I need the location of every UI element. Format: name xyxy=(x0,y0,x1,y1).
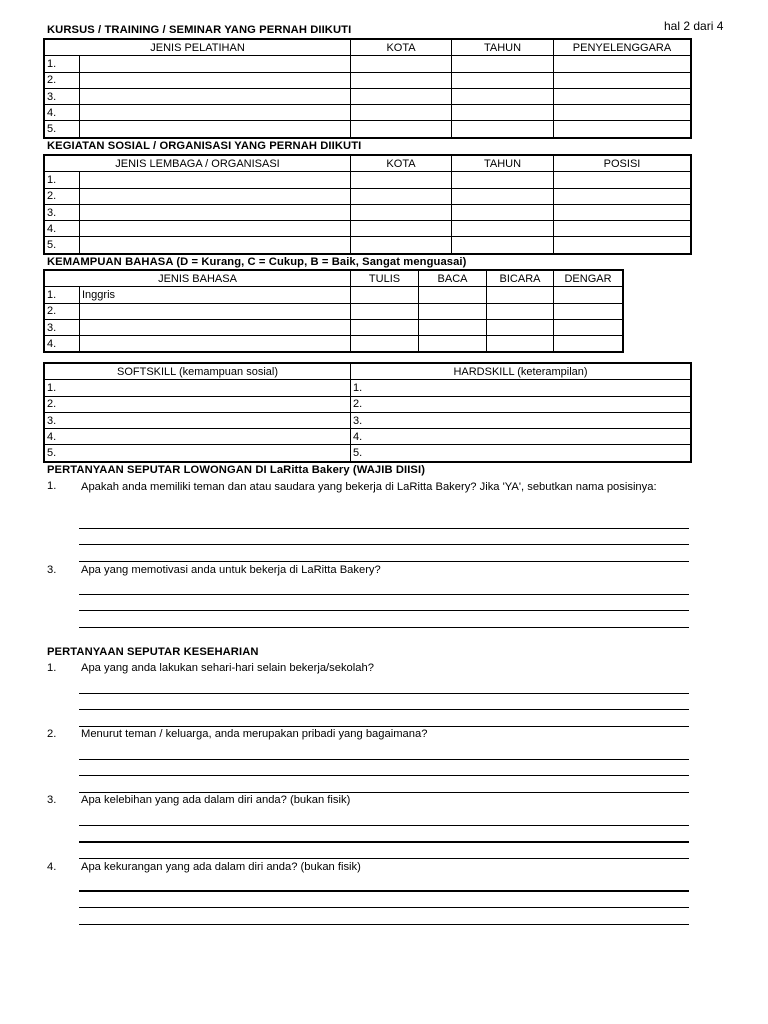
question-number: 1. xyxy=(47,480,57,492)
table-row xyxy=(45,319,623,335)
hardskill-cell[interactable]: 1. xyxy=(351,380,691,396)
table-row xyxy=(45,56,691,72)
answer-line[interactable] xyxy=(79,907,689,908)
row-number: 3. xyxy=(45,319,80,335)
question-text: Apa yang memotivasi anda untuk bekerja di LaRitta Bakery? xyxy=(81,564,381,576)
org-city-cell[interactable] xyxy=(351,172,452,188)
org-position-cell[interactable] xyxy=(554,237,691,253)
answer-line[interactable] xyxy=(79,693,689,694)
course-organizer-cell[interactable] xyxy=(554,56,691,72)
softskill-cell[interactable]: 5. xyxy=(45,445,351,461)
social-header-city: KOTA xyxy=(351,156,452,172)
language-write-cell[interactable] xyxy=(351,287,419,303)
table-row xyxy=(45,412,691,428)
org-position-cell[interactable] xyxy=(554,221,691,237)
table-row xyxy=(45,72,691,88)
language-header-type: JENIS BAHASA xyxy=(45,271,351,287)
course-organizer-cell[interactable] xyxy=(554,88,691,104)
org-type-cell[interactable] xyxy=(80,221,351,237)
row-number: 1. xyxy=(45,172,80,188)
language-speak-cell[interactable] xyxy=(487,319,554,335)
page-number: hal 2 dari 4 xyxy=(664,19,724,33)
table-row xyxy=(45,105,691,121)
table-row xyxy=(45,380,691,396)
hardskill-cell[interactable]: 4. xyxy=(351,429,691,445)
language-title: KEMAMPUAN BAHASA (D = Kurang, C = Cukup, B = Baik, Sangat menguasai) xyxy=(47,256,467,268)
course-year-cell[interactable] xyxy=(452,105,554,121)
social-table xyxy=(44,155,691,254)
course-year-cell[interactable] xyxy=(452,88,554,104)
table-row xyxy=(45,204,691,220)
hardskill-cell[interactable]: 2. xyxy=(351,396,691,412)
language-table xyxy=(44,270,623,352)
answer-line[interactable] xyxy=(79,627,689,628)
answer-line[interactable] xyxy=(79,775,689,776)
table-row xyxy=(45,237,691,253)
language-read-cell[interactable] xyxy=(419,287,487,303)
language-listen-cell[interactable] xyxy=(554,336,623,352)
course-type-cell[interactable] xyxy=(80,88,351,104)
social-header-year: TAHUN xyxy=(452,156,554,172)
org-type-cell[interactable] xyxy=(80,188,351,204)
language-listen-cell[interactable] xyxy=(554,287,623,303)
softskill-cell[interactable]: 3. xyxy=(45,412,351,428)
table-row xyxy=(45,445,691,461)
language-header-read: BACA xyxy=(419,271,487,287)
org-position-cell[interactable] xyxy=(554,204,691,220)
org-year-cell[interactable] xyxy=(452,172,554,188)
courses-table xyxy=(44,39,691,138)
courses-header-type: JENIS PELATIHAN xyxy=(45,40,351,56)
social-title: KEGIATAN SOSIAL / ORGANISASI YANG PERNAH DIIKUTI xyxy=(47,140,362,152)
table-row xyxy=(45,336,623,352)
answer-line[interactable] xyxy=(79,709,689,710)
course-organizer-cell[interactable] xyxy=(554,105,691,121)
question-text: Apakah anda memiliki teman dan atau saudara yang bekerja di LaRitta Bakery? Jika 'YA', sebutkan nama posisinya: xyxy=(81,481,657,493)
org-type-cell[interactable] xyxy=(80,204,351,220)
language-read-cell[interactable] xyxy=(419,303,487,319)
table-row xyxy=(45,303,623,319)
question-number: 4. xyxy=(47,861,57,873)
answer-line[interactable] xyxy=(79,544,689,545)
answer-line[interactable] xyxy=(79,924,689,925)
answer-line[interactable] xyxy=(79,759,689,760)
table-row xyxy=(45,396,691,412)
courses-header-city: KOTA xyxy=(351,40,452,56)
table-row xyxy=(45,221,691,237)
org-type-cell[interactable] xyxy=(80,237,351,253)
answer-line[interactable] xyxy=(79,841,689,843)
courses-title: KURSUS / TRAINING / SEMINAR YANG PERNAH DIIKUTI xyxy=(47,24,352,36)
table-row xyxy=(45,429,691,445)
softskill-cell[interactable]: 1. xyxy=(45,380,351,396)
course-year-cell[interactable] xyxy=(452,121,554,137)
org-type-cell[interactable] xyxy=(80,172,351,188)
table-row xyxy=(45,188,691,204)
table-row xyxy=(45,121,691,137)
language-speak-cell[interactable] xyxy=(487,287,554,303)
question-number: 1. xyxy=(47,662,57,674)
courses-header-year: TAHUN xyxy=(452,40,554,56)
org-city-cell[interactable] xyxy=(351,221,452,237)
row-number: 4. xyxy=(45,105,80,121)
language-name-cell[interactable] xyxy=(80,303,351,319)
course-year-cell[interactable] xyxy=(452,56,554,72)
language-listen-cell[interactable] xyxy=(554,319,623,335)
row-number: 2. xyxy=(45,188,80,204)
language-name-cell[interactable]: Inggris xyxy=(80,287,351,303)
org-city-cell[interactable] xyxy=(351,188,452,204)
answer-line[interactable] xyxy=(79,825,689,826)
course-type-cell[interactable] xyxy=(80,105,351,121)
language-write-cell[interactable] xyxy=(351,303,419,319)
language-write-cell[interactable] xyxy=(351,319,419,335)
question-text: Apa kelebihan yang ada dalam diri anda? (bukan fisik) xyxy=(81,794,351,806)
question-number: 3. xyxy=(47,564,57,576)
row-number: 3. xyxy=(45,204,80,220)
table-row xyxy=(45,88,691,104)
course-type-cell[interactable] xyxy=(80,72,351,88)
softskill-header: SOFTSKILL (kemampuan sosial) xyxy=(45,364,351,380)
vacancy-title: PERTANYAAN SEPUTAR LOWONGAN DI LaRitta Bakery (WAJIB DIISI) xyxy=(47,464,426,476)
org-city-cell[interactable] xyxy=(351,204,452,220)
course-city-cell[interactable] xyxy=(351,121,452,137)
org-city-cell[interactable] xyxy=(351,237,452,253)
answer-line[interactable] xyxy=(79,528,689,529)
question-number: 3. xyxy=(47,794,57,806)
org-position-cell[interactable] xyxy=(554,188,691,204)
course-organizer-cell[interactable] xyxy=(554,121,691,137)
skills-header-row xyxy=(45,364,691,380)
question-text: Apa yang anda lakukan sehari-hari selain bekerja/sekolah? xyxy=(81,662,374,674)
question-text: Apa kekurangan yang ada dalam diri anda? (bukan fisik) xyxy=(81,861,361,873)
course-city-cell[interactable] xyxy=(351,88,452,104)
course-city-cell[interactable] xyxy=(351,56,452,72)
org-position-cell[interactable] xyxy=(554,172,691,188)
social-header-position: POSISI xyxy=(554,156,691,172)
course-type-cell[interactable] xyxy=(80,121,351,137)
row-number: 2. xyxy=(45,72,80,88)
courses-header-organizer: PENYELENGGARA xyxy=(554,40,691,56)
org-year-cell[interactable] xyxy=(452,221,554,237)
answer-line[interactable] xyxy=(79,890,689,892)
hardskill-header: HARDSKILL (keterampilan) xyxy=(351,364,691,380)
question-number: 2. xyxy=(47,728,57,740)
social-header-type: JENIS LEMBAGA / ORGANISASI xyxy=(45,156,351,172)
course-city-cell[interactable] xyxy=(351,105,452,121)
answer-line[interactable] xyxy=(79,610,689,611)
table-row xyxy=(45,172,691,188)
language-write-cell[interactable] xyxy=(351,336,419,352)
language-read-cell[interactable] xyxy=(419,319,487,335)
language-header-listen: DENGAR xyxy=(554,271,623,287)
org-year-cell[interactable] xyxy=(452,204,554,220)
daily-title: PERTANYAAN SEPUTAR KESEHARIAN xyxy=(47,646,259,658)
softskill-cell[interactable]: 2. xyxy=(45,396,351,412)
course-type-cell[interactable] xyxy=(80,56,351,72)
language-speak-cell[interactable] xyxy=(487,336,554,352)
question-text: Menurut teman / keluarga, anda merupakan pribadi yang bagaimana? xyxy=(81,728,428,740)
course-year-cell[interactable] xyxy=(452,72,554,88)
row-number: 3. xyxy=(45,88,80,104)
row-number: 2. xyxy=(45,303,80,319)
row-number: 4. xyxy=(45,336,80,352)
language-name-cell[interactable] xyxy=(80,319,351,335)
row-number: 5. xyxy=(45,237,80,253)
course-city-cell[interactable] xyxy=(351,72,452,88)
social-header-row xyxy=(45,156,691,172)
language-listen-cell[interactable] xyxy=(554,303,623,319)
org-year-cell[interactable] xyxy=(452,237,554,253)
row-number: 5. xyxy=(45,121,80,137)
org-year-cell[interactable] xyxy=(452,188,554,204)
language-name-cell[interactable] xyxy=(80,336,351,352)
language-header-row xyxy=(45,271,623,287)
row-number: 1. xyxy=(45,56,80,72)
skills-table xyxy=(44,363,691,462)
hardskill-cell[interactable]: 5. xyxy=(351,445,691,461)
row-number: 4. xyxy=(45,221,80,237)
language-read-cell[interactable] xyxy=(419,336,487,352)
answer-line[interactable] xyxy=(79,594,689,595)
language-header-speak: BICARA xyxy=(487,271,554,287)
row-number: 1. xyxy=(45,287,80,303)
hardskill-cell[interactable]: 3. xyxy=(351,412,691,428)
table-row xyxy=(45,287,623,303)
courses-header-row xyxy=(45,40,691,56)
course-organizer-cell[interactable] xyxy=(554,72,691,88)
language-speak-cell[interactable] xyxy=(487,303,554,319)
language-header-write: TULIS xyxy=(351,271,419,287)
softskill-cell[interactable]: 4. xyxy=(45,429,351,445)
